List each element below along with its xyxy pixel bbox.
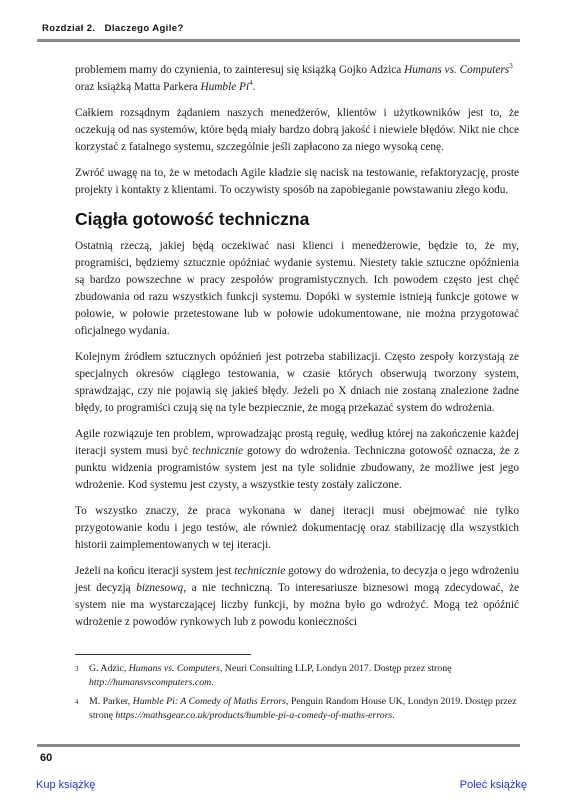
footnotes — [75, 662, 519, 728]
paragraph: Całkiem rozsądnym żądaniem naszych menedżerów, klientów i użytkowników jest to, że oczekują od nas systemów, które będą miały bardzo dobrą jakość i niewiele błędów. Nikt nie chce korzystać z fatalnego systemu, szczególnie jeśli zapłacono za niego wysoką cenę. — [75, 107, 519, 153]
footnote-url: https://mathsgear.co.uk/products/humble-pi-a-comedy-of-maths-errors — [115, 710, 393, 721]
section-heading: Ciągła gotowość techniczna — [75, 209, 310, 229]
paragraph: problemem mamy do czynienia, to zainteresuj się książką Gojko Adzica Humans vs. Computers$^3$ oraz książką Matta Parkera Humble Pi$^4$. — [75, 62, 513, 93]
footnote-ref: 4 — [249, 79, 253, 88]
buy-book-link[interactable]: Kup książkę — [36, 779, 96, 791]
footnote: 3 G. Adzic, Humans vs. Computers, Neuri Consulting LLP, Londyn 2017. Dostęp przez stronę http://humansvscomputers.com. — [75, 663, 452, 688]
paragraph: Agile rozwiązuje ten problem, wprowadzając prostą regułę, według której na zakończenie każdej iteracji system musi być technicznie gotowy do wdrożenia. Techniczna gotowość oznacza, że z punktu widzenia programistów system jest na tyle solidnie zbudowany, że możliwe jest jego wdrożenie. Kod systemu jest czysty, a wszystkie testy zostały zaliczone. — [75, 428, 519, 491]
chapter-title: Dlaczego Agile? — [104, 23, 184, 34]
paragraph: Kolejnym źródłem sztucznych opóźnień jest potrzeba stabilizacji. Często zespoły korzystają ze specjalnych okresów ciągłego testowania, w czasie których obserwują tworzony system, sprawdzając, czy nie pojawią się jakieś błędy. Jeżeli po X dniach nie zostaną znalezione żadne błędy, to programiści czują się na tyle bezpiecznie, że mogą przekazać system do wdrożenia. — [75, 351, 519, 414]
paragraph: Zwróć uwagę na to, że w metodach Agile kładzie się nacisk na testowanie, refaktoryzację, proste projekty i kontakty z klientami. To oczywisty sposób na zapobieganie powstawaniu złego kodu. — [75, 167, 519, 196]
footnote-url: http://humansvscomputers.com — [89, 677, 212, 688]
chapter-label: Rozdział 2. — [42, 23, 96, 34]
paragraph: Jeżeli na końcu iteracji system jest technicznie gotowy do wdrożenia, to decyzja o jego wdrożeniu jest decyzją biznesową, a nie techniczną. To interesariusze biznesowi mogą zdecydować, że system nie ma wystarczającej liczby funkcji, by można było go wdrożyć. Mogą też opóźnić wdrożenie z powodów rynkowych lub z powodu konieczności — [75, 565, 519, 628]
footnote-number: 3 — [75, 665, 79, 673]
page-body — [75, 62, 519, 640]
footnote-number: 4 — [75, 698, 79, 706]
footnote-rule — [75, 654, 251, 655]
paragraph: Ostatnią rzeczą, jakiej będą oczekiwać nasi klienci i menedżerowie, będzie to, że my, programiści, będziemy sztucznie opóźniać wydanie systemu. Niestety takie sztuczne opóźnienia są bardzo powszechne w pracy zespołów programistycznych. Ich powodem często jest chęć zbudowania od razu wszystkich funkcji systemu. Dopóki w systemie istnieją funkcje gotowe w połowie, w połowie przetestowane lub w połowie udokumentowane, nie można przygotować oficjalnego wydania. — [75, 240, 519, 337]
page-number: 60 — [40, 752, 53, 764]
header-rule — [37, 39, 520, 42]
running-head — [42, 23, 184, 34]
footnote-ref: 3 — [509, 62, 513, 71]
paragraph: To wszystko znaczy, że praca wykonana w danej iteracji musi obejmować nie tylko przygotowanie kodu i jego testów, ale również dokumentację oraz stabilizację dla wszystkich historii zaimplementowanych w tej iteracji. — [75, 505, 519, 551]
footer-rule — [37, 744, 520, 747]
recommend-book-link[interactable]: Poleć książkę — [459, 779, 527, 791]
footnote: 4 M. Parker, Humble Pi: A Comedy of Maths Errors, Penguin Random House UK, Londyn 2019. Dostęp przez stronę https://mathsgear.co.uk/products/humble-pi-a-comedy-of-maths-errors. — [75, 696, 517, 721]
